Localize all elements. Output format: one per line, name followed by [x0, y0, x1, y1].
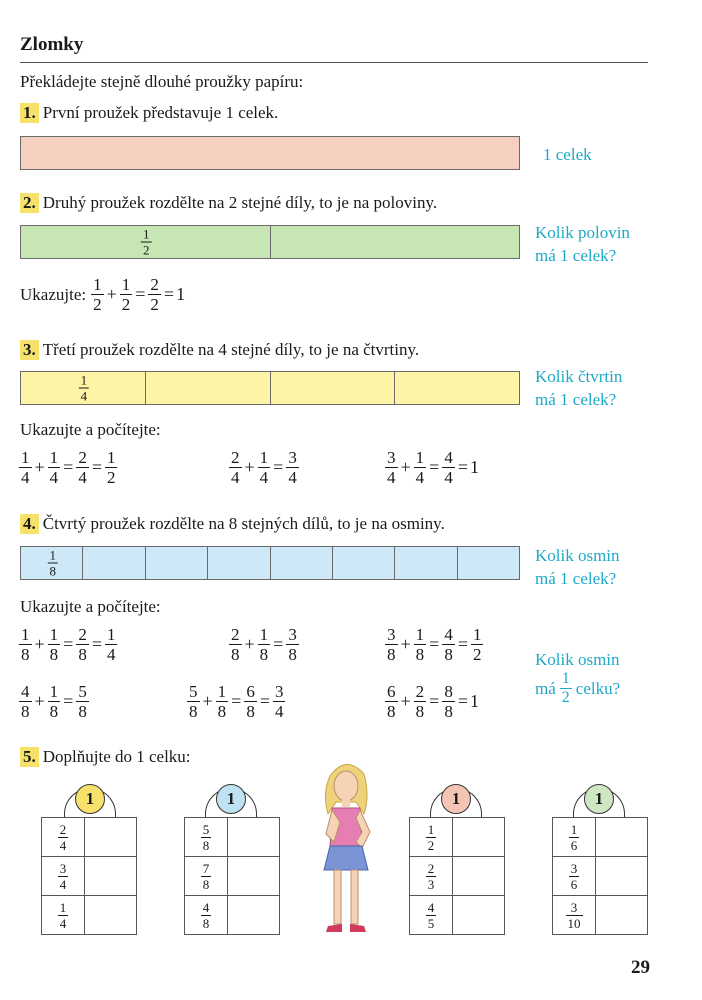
strip-cell — [270, 226, 520, 258]
task2-text: Druhý proužek rozdělte na 2 stejné díly, to je na poloviny. — [42, 193, 438, 212]
strip-quarters — [20, 371, 520, 405]
task2-heading — [20, 193, 437, 213]
strip-cell — [457, 547, 519, 579]
complement-table: $\frac{1}{2}$ $\frac{2}{3}$ $\frac{4}{5}$ — [409, 817, 505, 935]
task3-heading — [20, 340, 419, 360]
task4-show-label: Ukazujte a počítejte: — [20, 597, 161, 616]
task4-question — [535, 544, 620, 590]
task1-heading — [20, 103, 278, 123]
task4-question-line2: má 1 celek? — [535, 569, 617, 588]
task3-question — [535, 365, 622, 411]
page-title: Zlomky — [20, 34, 84, 55]
cell-fraction: $\frac{1}{4}$ — [80, 372, 88, 404]
task5-number: 5. — [20, 747, 39, 767]
page-number: 29 — [631, 957, 650, 978]
eq3-1: $\frac{2}{4}$ + $\frac{1}{4}$ = $\frac{3}{4}$ — [231, 448, 297, 487]
strip-cell — [332, 547, 394, 579]
answer-cell[interactable] — [596, 896, 648, 935]
task2-equation: Ukazujte: $\frac{1}{2}$ + $\frac{1}{2}$ = $\frac{2}{2}$ = 1 — [20, 275, 186, 314]
complement-table: $\frac{5}{8}$ $\frac{7}{8}$ $\frac{4}{8}$ — [184, 817, 280, 935]
task1-text: První proužek představuje 1 celek. — [42, 103, 279, 122]
answer-cell[interactable] — [453, 818, 505, 857]
extra-question-line1: Kolik osmin — [535, 650, 620, 669]
task2-number: 2. — [20, 193, 39, 213]
task2-question-line1: Kolik polovin — [535, 223, 630, 242]
strip-eighths — [20, 546, 520, 580]
eq4-5: $\frac{6}{8}$ + $\frac{2}{8}$ = $\frac{8}{8}$ = 1 — [387, 682, 479, 721]
result: 1 — [176, 284, 186, 304]
strip-cell — [394, 372, 519, 404]
whole-circle: 1 — [216, 784, 246, 814]
intro-text: Překládejte stejně dlouhé proužky papíru: — [20, 72, 304, 91]
whole-circle: 1 — [75, 784, 105, 814]
eq4-4: $\frac{5}{8}$ + $\frac{1}{8}$ = $\frac{6}{8}$ = $\frac{3}{4}$ — [189, 682, 284, 721]
cell-fraction: $\frac{1}{8}$ — [49, 547, 56, 579]
strip-cell — [270, 372, 395, 404]
fraction: $\frac{1}{2}$ — [93, 275, 102, 314]
strip-cell — [145, 547, 207, 579]
fraction: $\frac{2}{2}$ — [150, 275, 159, 314]
title-divider — [20, 62, 648, 63]
eq4-0: $\frac{1}{8}$ + $\frac{1}{8}$ = $\frac{2}{8}$ = $\frac{1}{4}$ — [21, 625, 116, 664]
strip-cell — [21, 137, 519, 169]
task3-text: Třetí proužek rozdělte na 4 stejné díly, to je na čtvrtiny. — [42, 340, 420, 359]
answer-cell[interactable] — [85, 857, 137, 896]
answer-cell[interactable] — [596, 818, 648, 857]
answer-cell[interactable] — [228, 857, 280, 896]
strip-cell — [21, 226, 270, 258]
task2-show-label: Ukazujte: — [20, 284, 87, 304]
answer-cell[interactable] — [228, 896, 280, 935]
whole-circle: 1 — [441, 784, 471, 814]
task2-question-line2: má 1 celek? — [535, 246, 617, 265]
strip-whole — [20, 136, 520, 170]
complement-table: $\frac{2}{4}$ $\frac{3}{4}$ $\frac{1}{4}$ — [41, 817, 137, 935]
answer-cell[interactable] — [453, 857, 505, 896]
task3-show-label: Ukazujte a počítejte: — [20, 420, 161, 439]
extra-question-line2: má $\frac{1}{2}$ celku? — [535, 670, 621, 706]
eq3-0: $\frac{1}{4}$ + $\frac{1}{4}$ = $\frac{2}{4}$ = $\frac{1}{2}$ — [21, 448, 116, 487]
task1-number: 1. — [20, 103, 39, 123]
task5-text: Doplňujte do 1 celku: — [42, 747, 191, 766]
task2-question — [535, 221, 630, 267]
strip-cell — [207, 547, 269, 579]
task3-number: 3. — [20, 340, 39, 360]
task3-question-line1: Kolik čtvrtin — [535, 367, 623, 386]
task4-text: Čtvrtý proužek rozdělte na 8 stejných dílů, to je na osminy. — [42, 514, 445, 533]
task1-side-label: 1 celek — [543, 145, 592, 164]
strip-cell — [82, 547, 144, 579]
task4-extra-question — [535, 648, 620, 706]
strip-cell — [21, 547, 82, 579]
answer-cell[interactable] — [596, 857, 648, 896]
eq3-2: $\frac{3}{4}$ + $\frac{1}{4}$ = $\frac{4}{4}$ = 1 — [387, 448, 479, 487]
strip-halves — [20, 225, 520, 259]
task4-heading — [20, 514, 445, 534]
answer-cell[interactable] — [228, 818, 280, 857]
strip-cell — [394, 547, 456, 579]
answer-cell[interactable] — [85, 896, 137, 935]
girl-illustration — [312, 756, 380, 942]
task3-question-line2: má 1 celek? — [535, 390, 617, 409]
cell-fraction: $\frac{1}{2}$ — [143, 226, 150, 258]
strip-cell — [145, 372, 270, 404]
whole-circle: 1 — [584, 784, 614, 814]
strip-cell — [21, 372, 145, 404]
strip-cell — [270, 547, 332, 579]
answer-cell[interactable] — [453, 896, 505, 935]
task4-number: 4. — [20, 514, 39, 534]
complement-table: $\frac{1}{6}$ $\frac{3}{6}$ $\frac{3}{10}$ — [552, 817, 648, 935]
task5-heading — [20, 747, 191, 767]
answer-cell[interactable] — [85, 818, 137, 857]
task4-question-line1: Kolik osmin — [535, 546, 620, 565]
fraction: $\frac{1}{2}$ — [121, 275, 131, 314]
eq4-2: $\frac{3}{8}$ + $\frac{1}{8}$ = $\frac{4}{8}$ = $\frac{1}{2}$ — [387, 625, 482, 664]
eq4-3: $\frac{4}{8}$ + $\frac{1}{8}$ = $\frac{5}{8}$ — [21, 682, 87, 721]
eq4-1: $\frac{2}{8}$ + $\frac{1}{8}$ = $\frac{3}{8}$ — [231, 625, 297, 664]
